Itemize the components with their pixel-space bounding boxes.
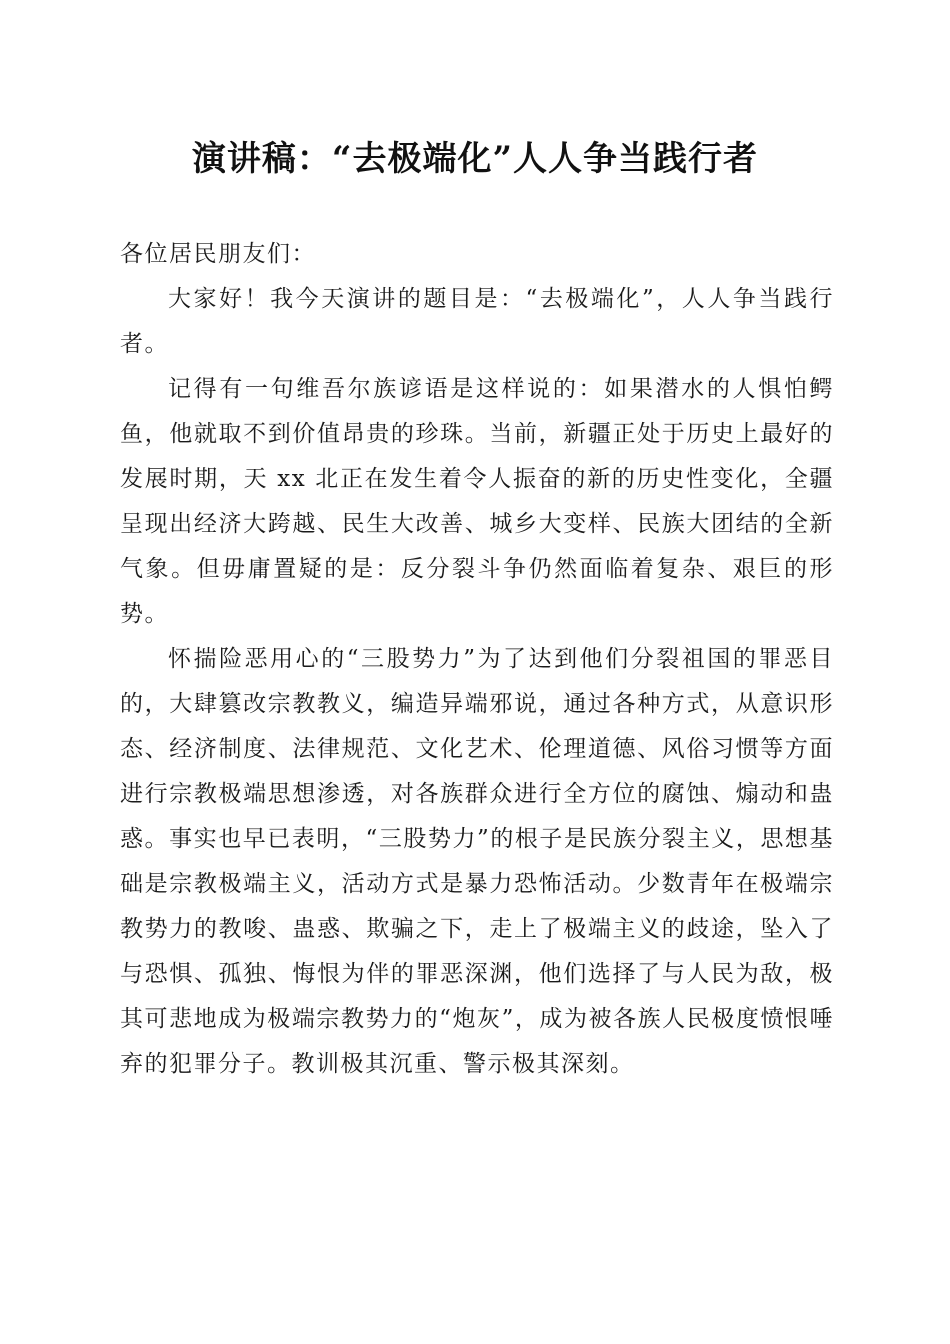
paragraph-greeting: 大家好！我今天演讲的题目是：“去极端化”，人人争当践行者。 [120, 286, 834, 357]
salutation: 各位居民朋友们： [120, 241, 316, 267]
document-body [120, 232, 834, 1087]
document-title: 演讲稿：“去极端化”人人争当践行者 [191, 139, 759, 179]
paragraph-three-forces: 怀揣险恶用心的“三股势力”为了达到他们分裂祖国的罪恶目的，大肆篡改宗教教义，编造异端邪说，通过各种方式，从意识形态、经济制度、法律规范、文化艺术、伦理道德、风俗习惯等方面进行宗教极端思想渗透，对各族群众进行全方位的腐蚀、煽动和蛊惑。事实也早已表明，“三股势力”的根子是民族分裂主义，思想基础是宗教极端主义，活动方式是暴力恐怖活动。少数青年在极端宗教势力的教唆、蛊惑、欺骗之下，走上了极端主义的歧途，坠入了与恐惧、孤独、悔恨为伴的罪恶深渊，他们选择了与人民为敌，极其可悲地成为极端宗教势力的“炮灰”，成为被各族人民极度愤恨唾弃的犯罪分子。教训极其沉重、警示极其深刻。 [120, 646, 834, 1077]
paragraph-proverb: 记得有一句维吾尔族谚语是这样说的：如果潜水的人惧怕鳄鱼，他就取不到价值昂贵的珍珠。当前，新疆正处于历史上最好的发展时期，天 xx 北正在发生着令人振奋的新的历史性变化，全疆呈现出经济大跨越、民生大改善、城乡大变样、民族大团结的全新气象。但毋庸置疑的是：反分裂斗争仍然面临着复杂、艰巨的形势。 [120, 376, 834, 627]
